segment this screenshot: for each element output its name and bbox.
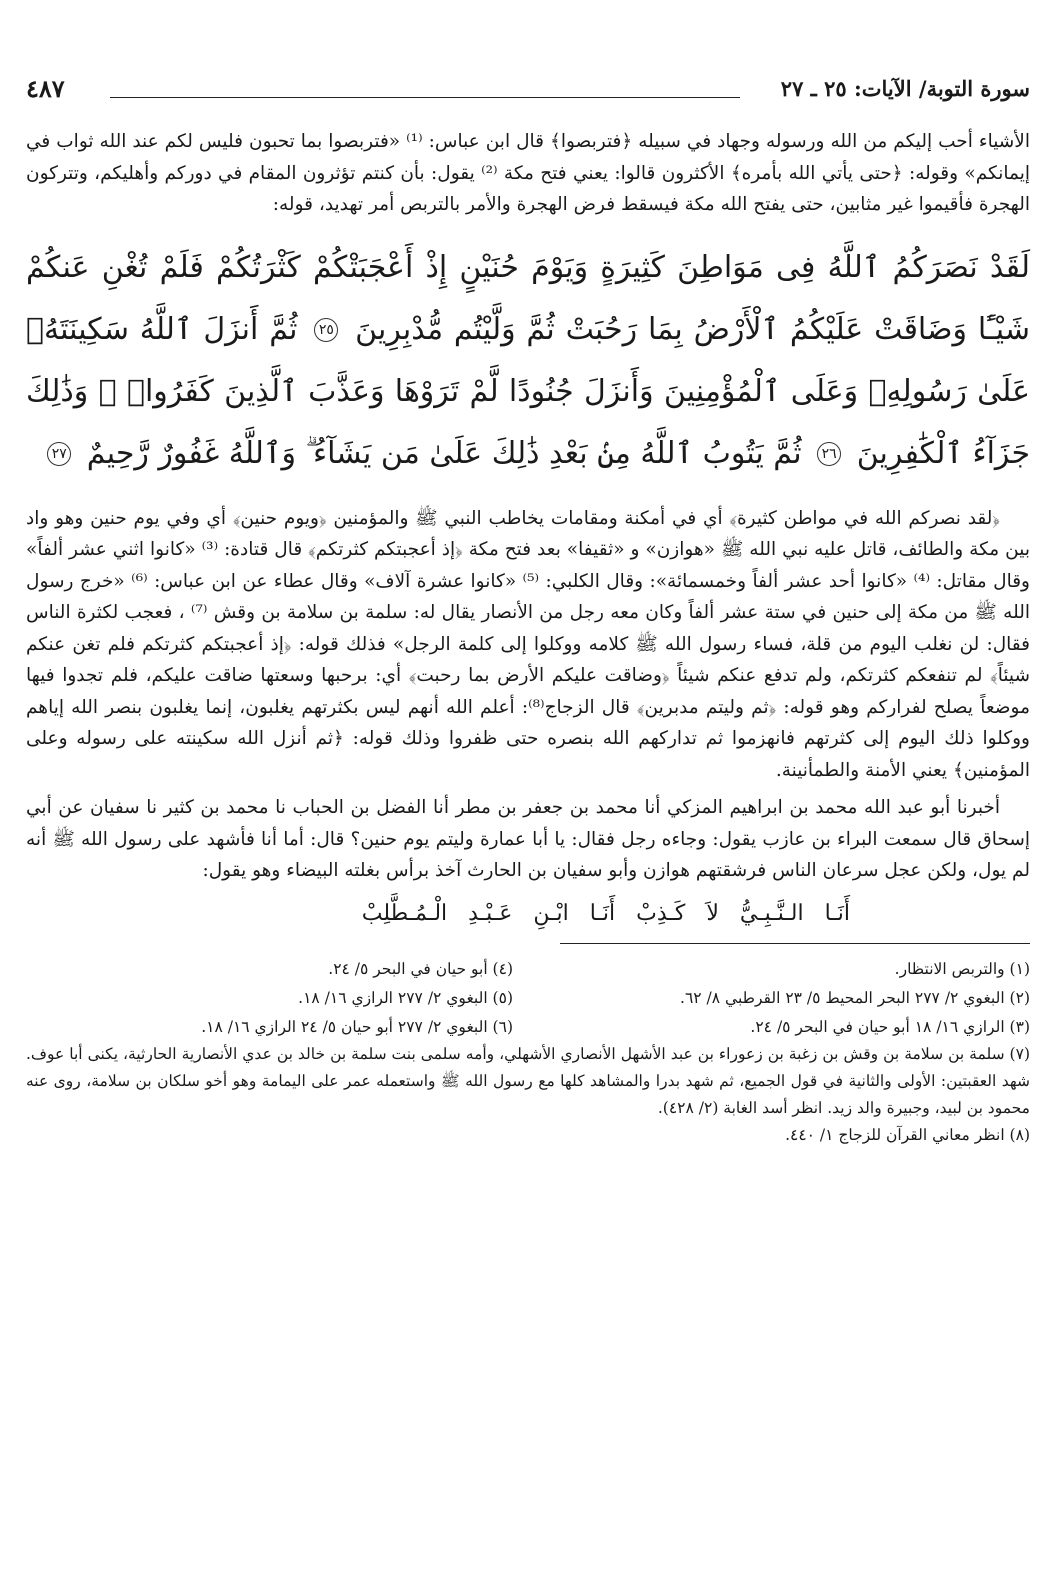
verse-27-text: ثُمَّ يَتُوبُ ٱللَّهُ مِنۢ بَعْدِ ذَٰلِكَ عَلَىٰ مَن يَشَآءُ ۗ وَٱللَّهُ غَفُورٌ رَّحِيمٌ bbox=[86, 435, 802, 471]
verse-26-text: ثُمَّ أَنزَلَ ٱللَّهُ سَكِينَتَهُۥ عَلَىٰ رَسُولِهِۦ وَعَلَى ٱلْمُؤْمِنِينَ وَأَنزَلَ جُنُودًا لَّمْ تَرَوْهَا وَعَذَّبَ ٱلَّذِينَ كَفَرُوا۟ ۚ وَذَٰلِكَ جَزَآءُ ٱلْكَٰفِرِينَ bbox=[26, 311, 1030, 471]
paragraph-commentary: ﴿لقد نصركم الله في مواطن كثيرة﴾ أي في أمكنة ومقامات يخاطب النبي ﷺ والمؤمنين ﴿ويوم حنين﴾ أي وفي يوم حنين وهو واد بين مكة والطائف، قاتل عليه نبي الله ﷺ «هوازن» و «ثقيفا» بعد فتح مكة ﴿إذ أعجبتكم كثرتكم﴾ قال قتادة: ⁽³⁾ «كانوا اثني عشر ألفاً» وقال مقاتل: ⁽⁴⁾ «كانوا أحد عشر ألفاً وخمسمائة»: وقال الكلبي: ⁽⁵⁾ «كانوا عشرة آلاف» وقال عطاء عن ابن عباس: ⁽⁶⁾ «خرج رسول الله ﷺ من مكة إلى حنين في ستة عشر ألفاً وكان معه رجل من الأنصار يقال له: سلمة بن سلامة بن وقش ⁽⁷⁾ ، فعجب لكثرة الناس فقال: لن نغلب اليوم من قلة، فساء رسول الله ﷺ كلامه ووكلوا إلى كلمة الرجل» فذلك قوله: ﴿إذ أعجبتكم كثرتكم فلم تغن عنكم شيئاً﴾ لم تنفعكم كثرتكم، ولم تدفع عنكم شيئاً ﴿وضاقت عليكم الأرض بما رحبت﴾ أي: برحبها وسعتها ضاقت عليكم، فلم تجدوا فيها موضعاً يصلح لفراركم وهو قوله: ﴿ثم وليتم مدبرين﴾ قال الزجاج⁽⁸⁾: أعلم الله أنهم ليس بكثرتهم يغلبون، إنما يغلبون بنصر الله إياهم ووكلوا ذلك اليوم إلى كثرتهم فانهزموا ثم تداركهم الله بنصره حتى ظفروا وذلك قوله: ﴿ثم أنزل الله سكينته على رسوله وعلى المؤمنين﴾ يعني الأمنة والطمأنينة. bbox=[26, 507, 1031, 781]
page-number: ٤٨٧ bbox=[26, 74, 65, 103]
footnote-3: (٣) الرازي ١٦/ ١٨ أبو حيان في البحر ٥/ ٢٤. bbox=[750, 1017, 1030, 1036]
footnotes-grid bbox=[26, 956, 1030, 1041]
verse-25-text: لَقَدْ نَصَرَكُمُ ٱللَّهُ فِى مَوَاطِنَ كَثِيرَةٍ وَيَوْمَ حُنَيْنٍ إِذْ أَعْجَبَتْكُمْ كَثْرَتُكُمْ فَلَمْ تُغْنِ عَنكُمْ شَيْـًٔا وَضَاقَتْ عَلَيْكُمُ ٱلْأَرْضُ بِمَا رَحُبَتْ ثُمَّ وَلَّيْتُم مُّدْبِرِينَ bbox=[26, 249, 1030, 347]
running-title: سورة التوبة/ الآيات: ٢٥ ـ ٢٧ bbox=[780, 76, 1030, 101]
footnote-4: (٤) أبو حيان في البحر ٥/ ٢٤. bbox=[328, 959, 513, 978]
paragraph-hadith: أخبرنا أبو عبد الله محمد بن ابراهيم المزكي أنا محمد بن جعفر بن مطر أنا الفضل بن الحباب نا محمد بن كثير نا سفيان عن أبي إسحاق قال سمعت البراء بن عازب يقول: وجاءه رجل فقال: يا أبا عمارة وليتم يوم حنين؟ قال: أما أنا فأشهد على رسول الله ﷺ أنه لم يول، ولكن عجل سرعان الناس فرشقتهم هوازن وأبو سفيان بن الحارث آخذ برأس بغلته البيضاء وهو يقول: bbox=[26, 797, 1030, 881]
footnote-8: (٨) انظر معاني القرآن للزجاج ١/ ٤٤٠. bbox=[785, 1125, 1030, 1144]
header-rule bbox=[110, 97, 740, 98]
quran-verses bbox=[26, 237, 1030, 485]
paragraph-intro: الأشياء أحب إليكم من الله ورسوله وجهاد في سبيله ﴿فتربصوا﴾ قال ابن عباس: ⁽¹⁾ «فتربصوا بما تحبون فليس لكم عند الله ثواب في إيمانكم» وقوله: ﴿حتى يأتي الله بأمره﴾ الأكثرون قالوا: يعني فتح مكة ⁽²⁾ يقول: بأن كنتم تؤثرون المقام في دوركم وأهليكم، وتتركون الهجرة فأقيموا غير مثابين، حتى يفتح الله مكة فيسقط فرض الهجرة والأمر بالتربص أمر تهديد، قوله: bbox=[26, 131, 1031, 215]
verse-number-27: ٢٧ bbox=[47, 442, 71, 466]
footnote-1: (١) والتربص الانتظار. bbox=[894, 959, 1030, 978]
footnote-6: (٦) البغوي ٢/ ٢٧٧ أبو حيان ٥/ ٢٤ الرازي ١٦/ ١٨. bbox=[201, 1017, 513, 1036]
verse-number-25: ٢٥ bbox=[314, 318, 338, 342]
footnote-7: (٧) سلمة بن سلامة بن وقش بن زغبة بن زعوراء بن عبد الأشهل الأنصاري الأشهلي، وأمه سلمى بنت سلمة بن خالد بن عدي الأنصارية الحارثية، يكنى أبا عوف. شهد العقبتين: الأولى والثانية في قول الجميع، ثم شهد بدرا والمشاهد كلها مع رسول الله ﷺ واستعمله عمر على اليمامة وهو أخو سلكان بن سلامة، روى عنه محمود بن لبيد، وجبيرة والد زيد. انظر أسد الغابة (٢/ ٤٢٨). bbox=[26, 1044, 1030, 1117]
poem-verse: أَنَـا الـنَّـبِـيُّ لاَ كَـذِبْ أَنَـا ابْـنِ عَـبْـدِ الْـمُـطَّلِبْ bbox=[361, 900, 850, 926]
book-page bbox=[26, 64, 1030, 1574]
page-header bbox=[26, 64, 1030, 106]
footnote-2: (٢) البغوي ٢/ ٢٧٧ البحر المحيط ٥/ ٢٣ القرطبي ٨/ ٦٢. bbox=[680, 988, 1030, 1007]
footnote-rule bbox=[560, 943, 1030, 944]
verse-number-26: ٢٦ bbox=[817, 442, 841, 466]
footnote-5: (٥) البغوي ٢/ ٢٧٧ الرازي ١٦/ ١٨. bbox=[298, 988, 513, 1007]
page-body bbox=[26, 126, 1030, 1149]
footnotes-long bbox=[26, 1041, 1030, 1149]
